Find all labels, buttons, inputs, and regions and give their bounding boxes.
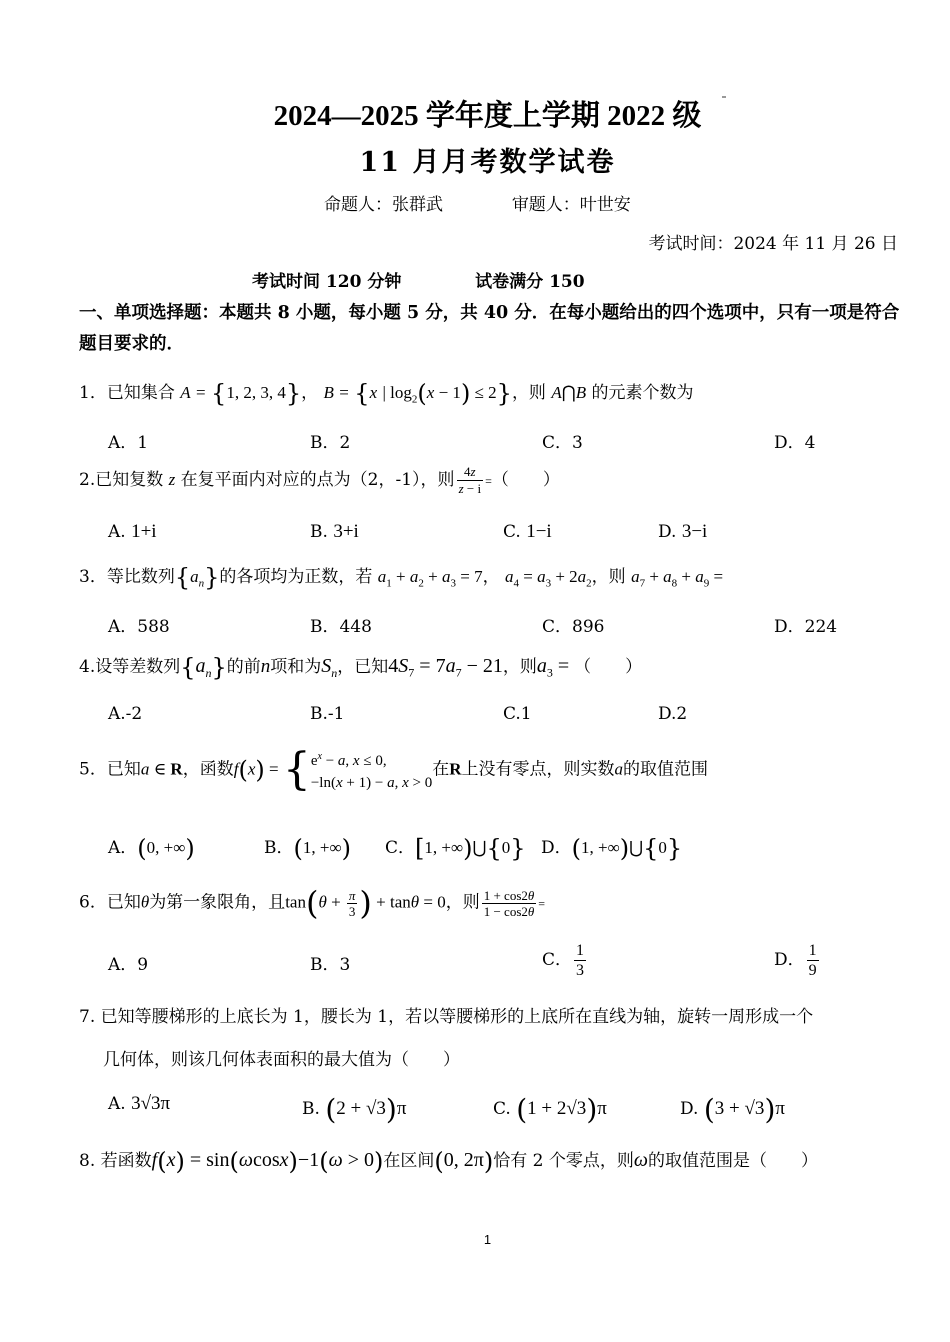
question-text: ，已知 [337,657,389,677]
option-b: B．2 [310,433,351,453]
option-a: A. 3√3π [108,1093,171,1114]
option-d: D．224 [774,617,838,637]
question-text: 的前 [226,657,261,677]
exam-duration: 考试时间 120 分钟 [252,272,402,292]
option-b: B.-1 [310,704,345,724]
option-a: A．588 [108,617,170,637]
question-3: 3．等比数列$\{a_n\}$的各项均为正数，若 $a_1 + a_2 + a_3 = 7$， $a_4 = a_3 + 2a_2$，则 $a_7 + a_8 + a_9$ = [79,563,724,592]
question-text: 已知等腰梯形的上底长为 1，腰长为 1，若以等腰梯形的上底所在直线为轴，旋转一周形成一个 [100,1007,814,1027]
question-number: 4. [79,657,96,677]
question-number: 5． [79,759,107,780]
question-text: 在复平面内对应的点为（2，-1），则 [180,470,455,490]
question-text: （ ） [491,470,560,490]
option-d: D.2 [658,704,688,724]
question-number: 6． [79,892,107,913]
question-8: 8. 若函数f(x) = sin(ωcosx)−1(ω > 0)在区间(0, 2π)恰有 2 个零点，则ω的取值范围是（ ） [79,1147,818,1176]
option-c: C. 1−i [503,521,552,542]
question-text: 已知 [106,759,141,780]
question-text: 的各项均为正数，若 [219,567,373,587]
author: 命题人：张群武 [324,195,443,215]
option-c: C．[1, +∞)⋃{0} [385,834,526,863]
option-a: A．1 [108,433,149,453]
option-a: A. 1+i [108,521,157,542]
page-number: 1 [483,1232,492,1247]
question-1: 1．已知集合 A = {1, 2, 3, 4}， B = {x | $\log_2(x - 1) \le 2$}，则 A⋂B 的元素个数为 [79,379,694,408]
option-b: B．(1, +∞) [264,834,351,863]
exam-meta [252,267,585,292]
question-6: 6．已知θ为第一象限角，且tan(θ + $\frac{\pi}{3}$ ) + tanθ = 0，则 $\frac{1 + \cos 2\theta}{1 - \cos 2\theta}$ = [79,884,546,922]
question-text: 的取值范围 [622,759,708,780]
exam-title: 2024—2025 学年度上学期 2022 级 [273,100,702,132]
question-text: ，则 [502,657,537,677]
question-7 [79,1002,813,1027]
option-d: D．(1, +∞)⋃{0} [541,834,683,863]
question-text: 上没有零点，则实数 [461,759,615,780]
option-c: C.1 [503,704,532,724]
option-c: C．896 [542,617,605,637]
question-number: 1． [79,383,107,403]
question-text: 为第一象限角，且 [149,892,286,913]
question-text: 设等差数列 [95,657,181,677]
question-number: 7. [79,1007,96,1027]
option-b: B. 3+i [310,521,359,542]
option-b: B．3 [310,955,351,975]
option-d: D. 3−i [658,521,708,542]
option-d: D．4 [774,433,816,453]
option-a: A.-2 [108,704,143,724]
question-number: 8. [79,1151,96,1171]
exam-subtitle: 11 月月考数学试卷 [359,147,616,178]
question-text: 已知集合 [106,383,175,403]
question-number: 3． [79,567,107,587]
question-text: （ ） [574,657,643,677]
option-a: A．9 [108,955,149,975]
option-b: B. (2 + √3)π [302,1093,407,1126]
question-7-line2: 几何体，则该几何体表面积的最大值为（ ） [103,1050,460,1070]
question-text: ，函数 [182,759,234,780]
question-text: 项和为 [270,657,322,677]
option-b: B．448 [310,617,372,637]
question-text: 的元素个数为 [591,383,694,403]
option-c: C． $\frac{1}{3}$ [542,942,585,979]
authors-line [324,190,631,215]
option-d: D． $\frac{1}{9}$ [774,942,817,979]
option-c: C. (1 + 2√3)π [493,1093,607,1126]
question-number: 2. [79,470,96,490]
question-text: 已知复数 [95,470,164,490]
reviewer: 审题人：叶世安 [511,195,631,215]
question-text: 已知 [106,892,141,913]
question-text: 等比数列 [106,567,175,587]
question-text: 的取值范围是（ ） [647,1151,818,1171]
question-text: 若函数 [100,1151,152,1171]
question-text: ，则 [445,892,480,913]
option-a: A．(0, +∞) [108,834,195,863]
option-d: D. (3 + √3)π [680,1093,785,1126]
exam-date: 考试时间：2024 年 11 月 26 日 [648,234,898,254]
option-c: C．3 [542,433,583,453]
question-text: 恰有 2 个零点，则 [493,1151,634,1171]
question-2: 2.已知复数 z 在复平面内对应的点为（2，-1），则 $\frac{4z}{z - i}$ =（ ） [79,464,560,496]
question-text: 在区间 [383,1151,435,1171]
exam-score: 试卷满分 150 [475,272,585,292]
section-heading: 一、单项选择题：本题共 8 小题，每小题 5 分，共 40 分．在每小题给出的四个选项中，只有一项是符合题目要求的． [79,303,900,354]
question-text: 在 [432,759,450,780]
question-4: 4.设等差数列$\{a_n\}$的前n项和为$S_n$，已知$4S_7 = 7a_7 - 21$，则$a_3$ = （ ） [79,653,643,682]
question-5: 5．已知a ∈ R，函数$f(x) = \{e^x - a$, x ≤ 0, −ln(x + 1) − a, x > 0在R上没有零点，则实数a的取值范围 [79,744,708,795]
